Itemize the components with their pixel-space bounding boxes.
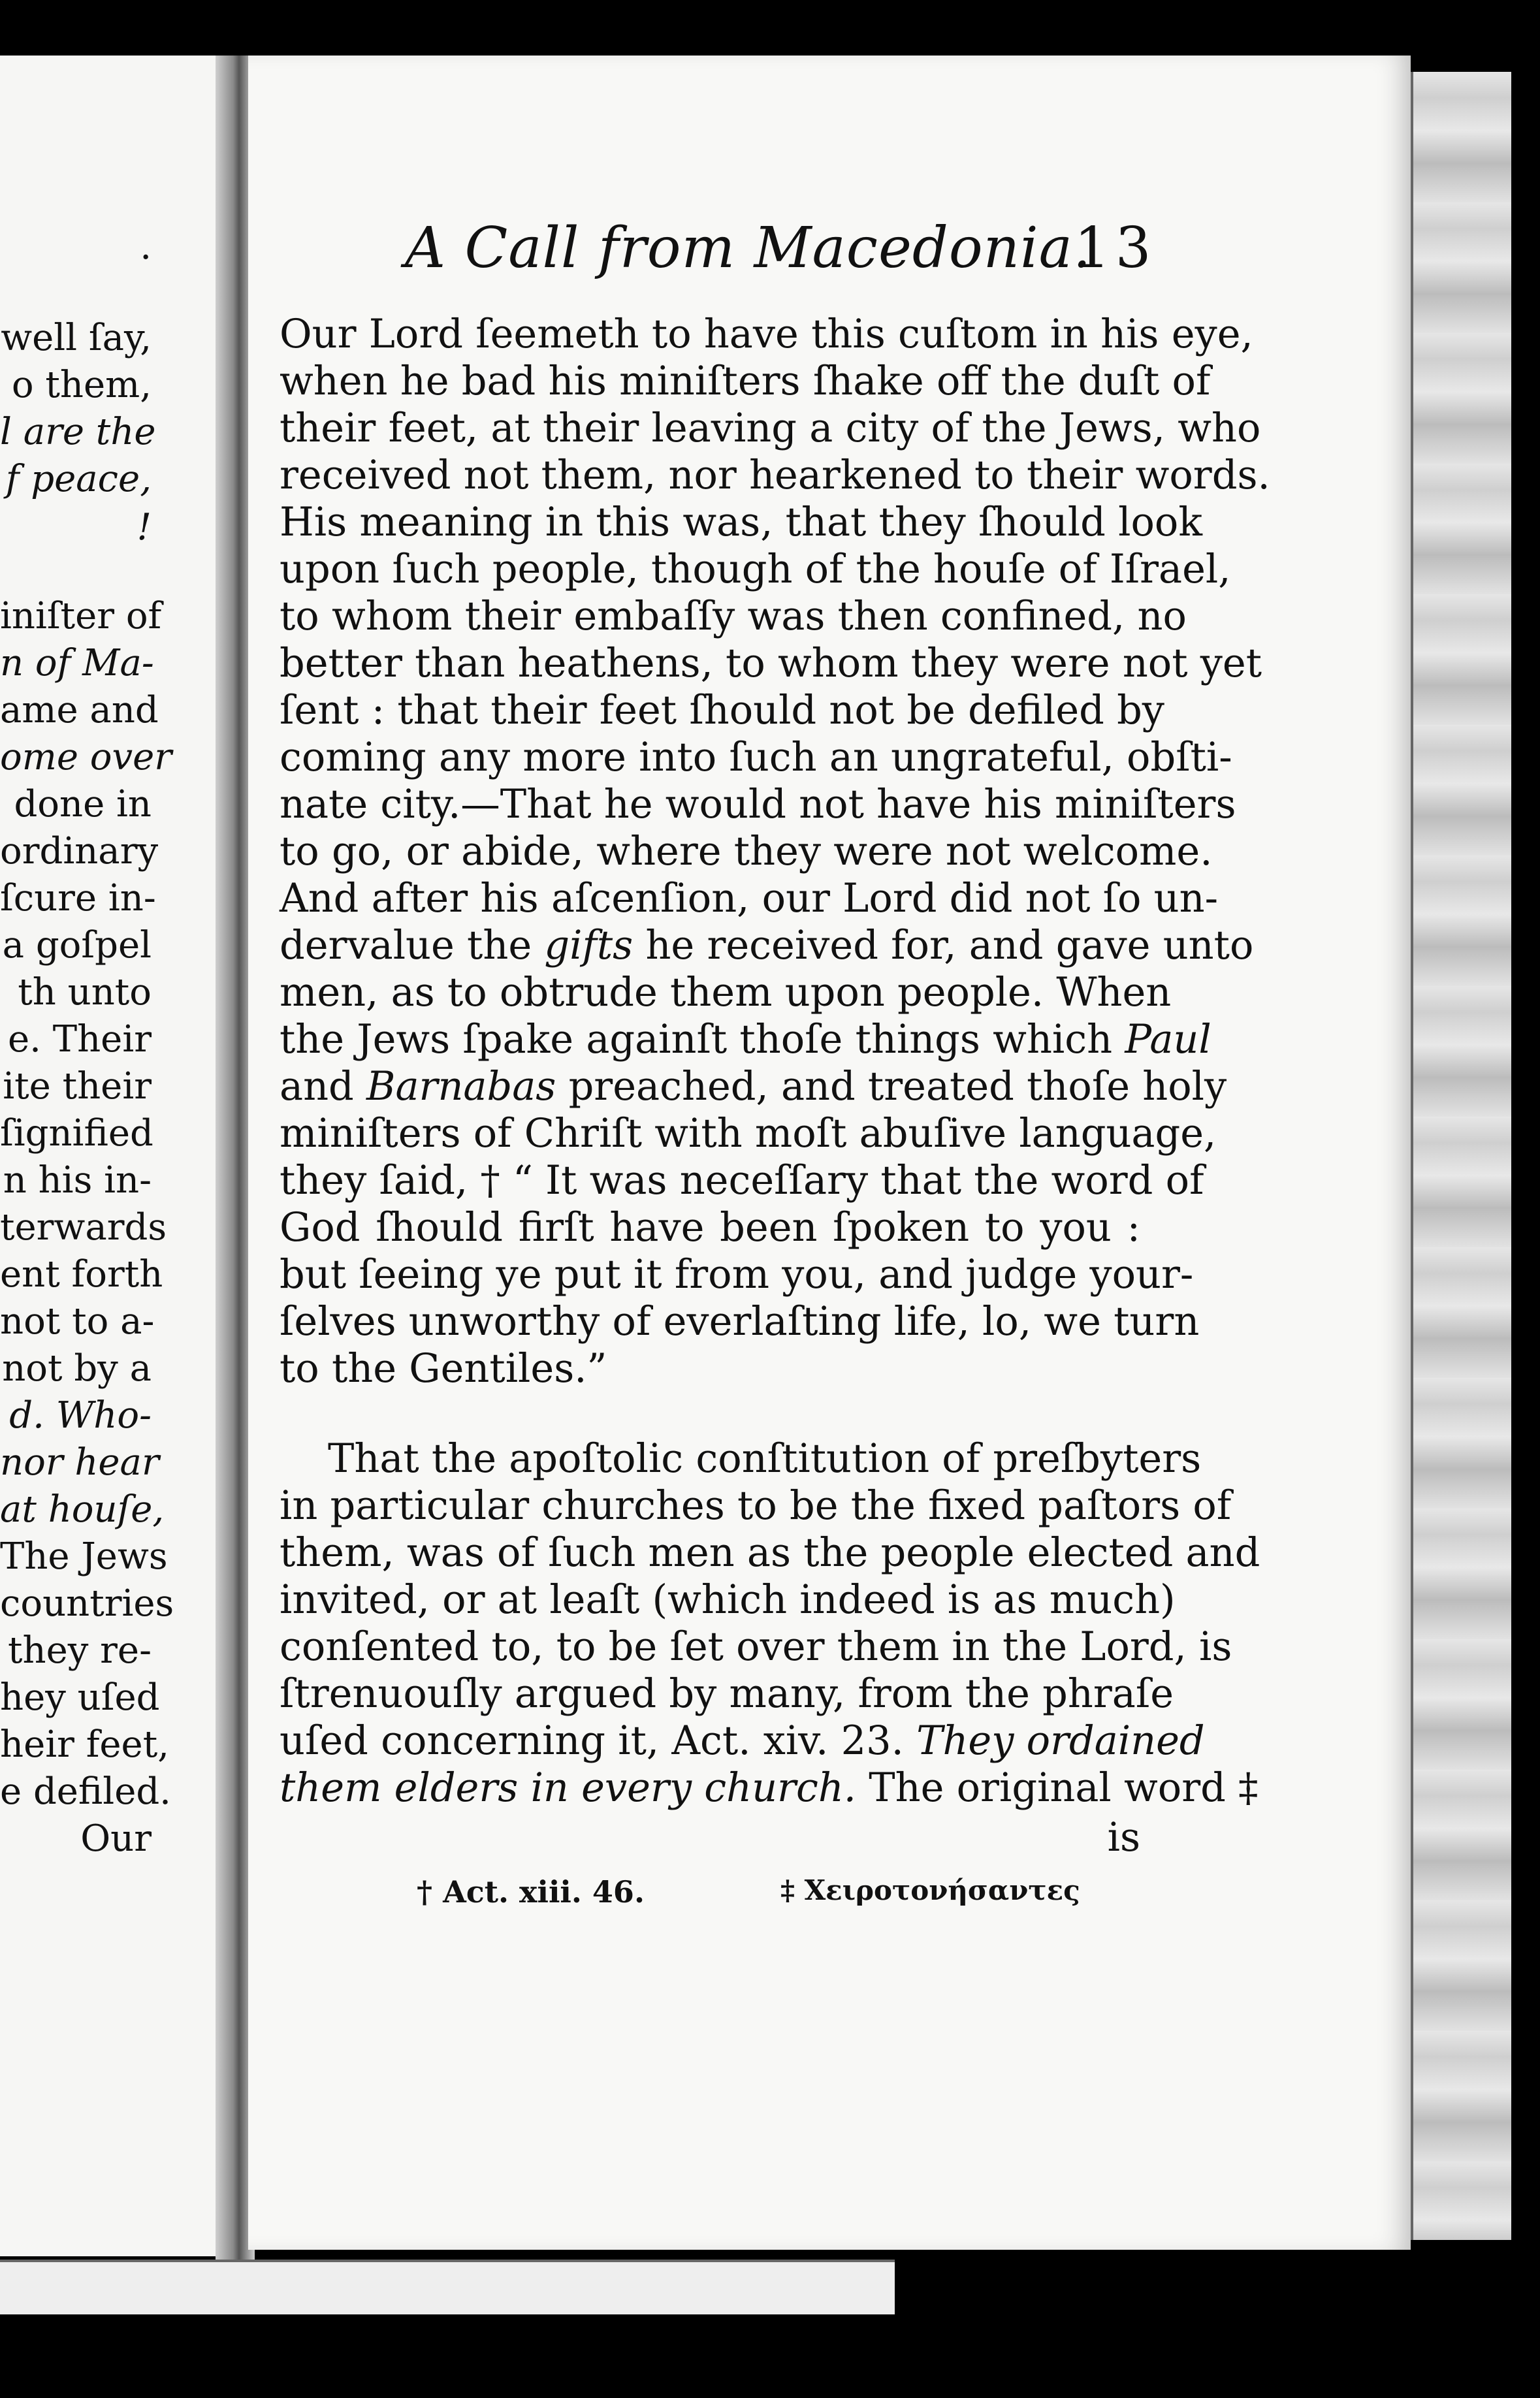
previous-page-line: ! [136, 506, 152, 549]
body-line: And after his aſcenſion, our Lord did not ſo un- [280, 876, 1219, 921]
previous-page-line: ome over [0, 736, 172, 778]
footnote-greek-word: ‡ Χειροτονήσαντες [780, 1874, 1080, 1906]
body-line: conſented to, to be ſet over them in the Lord, is [280, 1624, 1232, 1670]
previous-page-line: not to a- [0, 1300, 155, 1343]
body-line: coming any more into ſuch an ungrateful, obſti- [280, 735, 1232, 780]
body-line: men, as to obtrude them upon people. When [280, 970, 1172, 1015]
body-line: dervalue the gifts he received for, and gave unto [280, 923, 1254, 968]
body-line: uſed concerning it, Act. xiv. 23. They ordained [280, 1718, 1205, 1764]
running-head: A Call from Macedonia. [405, 216, 1092, 281]
body-line: in particular churches to be the fixed paſtors of [280, 1483, 1232, 1529]
page-bottom-edge [0, 2260, 895, 2314]
body-line: when he bad his miniſters ſhake off the duſt of [280, 359, 1211, 404]
previous-page-line: they re- [8, 1629, 152, 1672]
previous-page-line: ent forth [0, 1253, 163, 1296]
previous-page-line: at houſe, [0, 1488, 165, 1531]
body-line: God ſhould firſt have been ſpoken to you : [280, 1205, 1140, 1251]
previous-page-line: countries [0, 1582, 174, 1625]
page-edges [1411, 72, 1511, 2240]
previous-page-line: ſcure in- [0, 877, 156, 919]
body-line: ſelves unworthy of everlaſting life, lo, we turn [280, 1299, 1200, 1345]
previous-page-line: done in [14, 783, 152, 825]
body-line: to whom their embaſſy was then confined, no [280, 594, 1187, 639]
body-line: to the Gentiles.” [280, 1346, 607, 1392]
previous-page-line: The Jews [0, 1535, 168, 1578]
body-line: them, was of ſuch men as the people elected and [280, 1530, 1260, 1576]
body-line: them elders in every church. The original word ‡ [280, 1765, 1259, 1811]
previous-page-line: e. Their [8, 1018, 152, 1061]
body-line: ſtrenuouſly argued by many, from the phraſe [280, 1671, 1174, 1717]
body-line: nate city.—That he would not have his miniſters [280, 782, 1236, 827]
previous-page-line: o them, [11, 364, 152, 406]
previous-page-line: heir feet, [0, 1723, 169, 1766]
previous-page-line: n his in- [3, 1159, 152, 1202]
previous-page-line: a goſpel [2, 924, 152, 967]
body-line: and Barnabas preached, and treated thoſe holy [280, 1064, 1227, 1110]
previous-page-line: th unto [18, 971, 152, 1014]
body-line: upon ſuch people, though of the houſe of Iſrael, [280, 547, 1231, 592]
footnote-acts-13-46: † Act. xiii. 46. [417, 1874, 645, 1910]
previous-page-line: l are the [0, 411, 156, 453]
body-line: better than heathens, to whom they were not yet [280, 641, 1262, 686]
body-line: Our Lord ſeemeth to have this cuſtom in his eye, [280, 312, 1253, 357]
page-number: 13 [1074, 216, 1157, 281]
body-line: is [1107, 1815, 1140, 1861]
body-line: invited, or at leaſt (which indeed is as much) [280, 1577, 1176, 1623]
previous-page-line: ame and [0, 689, 159, 731]
previous-page-line: well ſay, [1, 317, 152, 359]
previous-page-line: ſignified [0, 1112, 153, 1155]
previous-page-line: iniſter of [0, 595, 162, 637]
body-line: That the apoſtolic conſtitution of preſbyters [328, 1436, 1202, 1482]
previous-page-line: ite their [3, 1065, 152, 1108]
body-line: but ſeeing ye put it from you, and judge your- [280, 1252, 1194, 1298]
body-line: ſent : that their feet ſhould not be defiled by [280, 688, 1164, 733]
body-line: His meaning in this was, that they ſhould look [280, 500, 1202, 545]
body-line: the Jews ſpake againſt thoſe things which Paul [280, 1017, 1211, 1063]
previous-page-line: e defiled. [0, 1770, 171, 1813]
previous-page-line: n of Ma- [0, 642, 154, 684]
body-line: they ſaid, † “ It was neceſſary that the word of [280, 1158, 1204, 1204]
previous-page-line: not by a [2, 1347, 152, 1390]
body-line: miniſters of Chriſt with moſt abuſive language, [280, 1111, 1217, 1157]
previous-page-line: terwards [0, 1206, 167, 1249]
body-line: to go, or abide, where they were not welcome. [280, 829, 1213, 874]
body-line: their feet, at their leaving a city of the Jews, who [280, 406, 1261, 451]
previous-page-line: d. Who- [9, 1394, 152, 1437]
previous-page-line: nor hear [0, 1441, 159, 1484]
previous-page-line: f peace, [5, 458, 152, 500]
previous-page-line: hey uſed [0, 1676, 160, 1719]
previous-page-line: Our [80, 1817, 152, 1860]
body-line: received not them, nor hearkened to their words. [280, 453, 1270, 498]
previous-page-line: ordinary [0, 830, 159, 872]
previous-page-line: . [140, 225, 152, 268]
